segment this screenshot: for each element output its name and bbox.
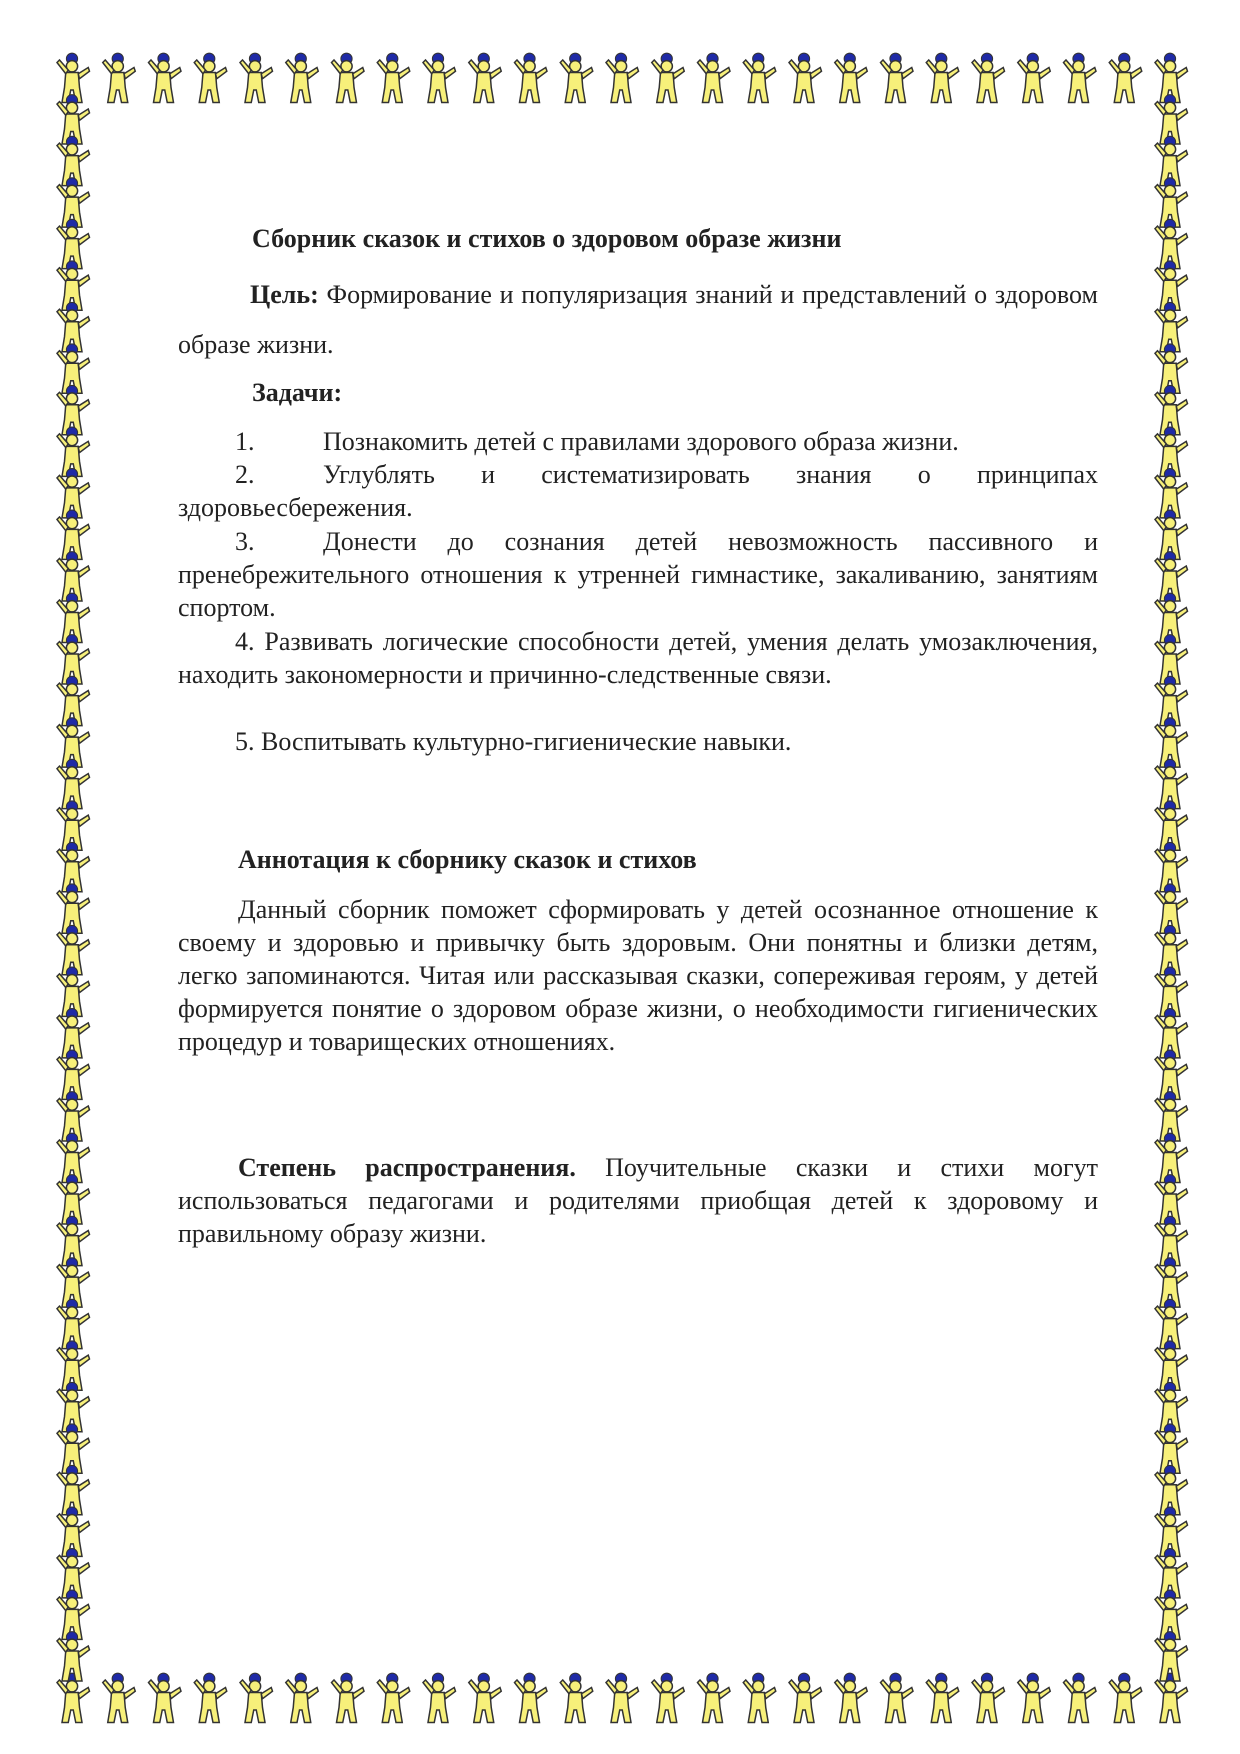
border-figure-icon <box>103 53 136 102</box>
border-figure-icon <box>1109 53 1142 102</box>
border-figure-icon <box>606 1673 639 1722</box>
task-item-3: 3. Донести до сознания детей невозможность пассивного и пренебрежительного отношения к утренней гимнастике, закаливанию, занятиям спортом. <box>178 527 1098 622</box>
task-item-4: 4. Развивать логические способности детей, умения делать умозаключения, находить закономерности и причинно-следственные связи. <box>178 627 1098 689</box>
border-figure-icon <box>652 53 685 102</box>
border-figure-icon <box>1064 53 1097 102</box>
border-figure-icon <box>926 53 959 102</box>
border-figure-icon <box>743 1673 776 1722</box>
border-figure-icon <box>194 1673 227 1722</box>
border-figure-icon <box>789 53 822 102</box>
border-figure-icon <box>286 53 319 102</box>
document-title: Сборник сказок и стихов о здоровом образе жизни <box>252 224 842 253</box>
annotation-heading: Аннотация к сборнику сказок и стихов <box>238 845 697 874</box>
border-figure-icon <box>606 53 639 102</box>
border-figure-icon <box>560 1673 593 1722</box>
task-item-5: 5. Воспитывать культурно-гигиенические навыки. <box>235 727 792 756</box>
border-figure-icon <box>240 1673 273 1722</box>
border-figure-icon <box>698 53 731 102</box>
tasks-label: Задачи: <box>252 378 343 407</box>
border-figure-icon <box>972 53 1005 102</box>
border-figure-icon <box>926 1673 959 1722</box>
border-figure-icon <box>423 1673 456 1722</box>
border-figure-icon <box>469 1673 502 1722</box>
border-figure-icon <box>423 53 456 102</box>
border-figure-icon <box>698 1673 731 1722</box>
border-figure-icon <box>332 53 365 102</box>
border-figure-icon <box>377 53 410 102</box>
border-figure-icon <box>972 1673 1005 1722</box>
border-figure-icon <box>377 1673 410 1722</box>
border-figure-icon <box>469 53 502 102</box>
border-figure-icon <box>881 1673 914 1722</box>
border-figure-icon <box>789 1673 822 1722</box>
border-figure-icon <box>149 53 182 102</box>
border-figure-icon <box>1018 53 1051 102</box>
border-figure-icon <box>835 53 868 102</box>
border-figure-icon <box>1109 1673 1142 1722</box>
border-figure-icon <box>881 53 914 102</box>
border-figure-icon <box>1018 1673 1051 1722</box>
border-figure-icon <box>560 53 593 102</box>
distribution-text: Поучительные сказки и стихи могут использоваться педагогами и родителями приобщая детей к здоровому и правильному образу жизни. <box>178 1153 1098 1248</box>
border-figure-icon <box>332 1673 365 1722</box>
distribution-paragraph <box>178 1151 1098 1250</box>
task-item-1: 1. Познакомить детей с правилами здорового образа жизни. <box>235 427 959 456</box>
goal-paragraph <box>178 270 1098 370</box>
border-figure-icon <box>652 1673 685 1722</box>
border-figure-icon <box>835 1673 868 1722</box>
task-item-2: 2. Углублять и систематизировать знания о принципах здоровьесбережения. <box>178 460 1098 522</box>
border-figure-icon <box>194 53 227 102</box>
border-figure-icon <box>149 1673 182 1722</box>
border-figure-icon <box>103 1673 136 1722</box>
border-figure-icon <box>743 53 776 102</box>
border-figure-icon <box>240 53 273 102</box>
goal-label: Цель: <box>250 280 319 309</box>
distribution-label: Степень распространения. <box>238 1153 576 1182</box>
border-figure-icon <box>1064 1673 1097 1722</box>
goal-text: Формирование и популяризация знаний и представлений о здоровом образе жизни. <box>178 280 1098 359</box>
border-figure-icon <box>515 1673 548 1722</box>
annotation-paragraph: Данный сборник поможет сформировать у детей осознанное отношение к своему и здоровью и привычку быть здоровым. Они понятны и близки детям, легко запоминаются. Читая или рассказывая сказки, сопереживая героям, у детей формируется понятие о здоровом образе жизни, о необходимости гигиенических процедур и товарищеских отношениях. <box>178 895 1098 1056</box>
border-figure-icon <box>286 1673 319 1722</box>
border-figure-icon <box>515 53 548 102</box>
